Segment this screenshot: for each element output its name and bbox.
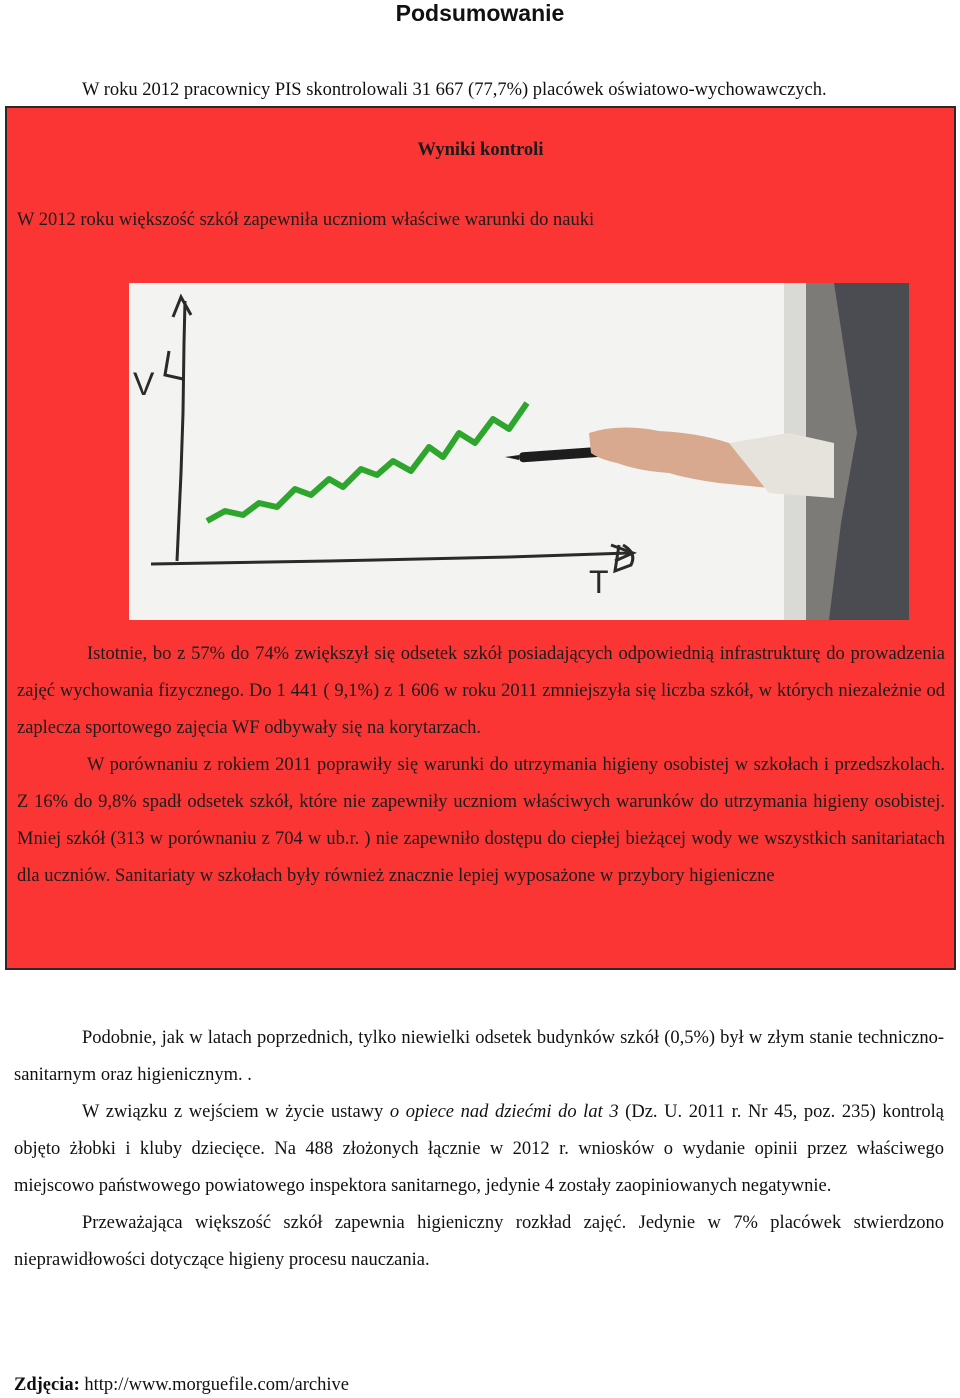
results-subheading: W 2012 roku większość szkół zapewniła uczniom właściwe warunki do nauki bbox=[17, 210, 595, 230]
results-heading: Wyniki kontroli bbox=[417, 140, 544, 160]
photo-illustration bbox=[129, 283, 909, 620]
summary-paragraph-3: Przeważająca większość szkół zapewnia higieniczny rozkład zajęć. Jedynie w 7% placówek stwierdzono nieprawidłowości dotyczące higieny procesu nauczania. bbox=[14, 1213, 944, 1270]
summary-paragraph-2 bbox=[14, 1094, 944, 1205]
photo-credit bbox=[14, 1372, 349, 1398]
results-box bbox=[5, 106, 956, 970]
paragraph-2-start: W związku z wejściem w życie ustawy bbox=[82, 1102, 390, 1122]
law-title: o opiece nad dziećmi do lat 3 bbox=[389, 1102, 619, 1122]
page-title: Podsumowanie bbox=[395, 0, 565, 26]
summary-text bbox=[14, 1020, 944, 1279]
x-axis-label: T bbox=[589, 564, 609, 600]
growth-chart-photo bbox=[129, 283, 909, 620]
paragraph-2-end: (Dz. U. 2011 r. Nr 45, poz. 235) kontrolą objęto żłobki i kluby dziecięce. Na 488 złożonych łącznie w 2012 r. wniosków o wydanie opinii przez właściwego miejscowo państwowego powiatowego inspektora sanitarnego, jedynie 4 zostały zaopiniowanych negatywnie. bbox=[14, 1102, 944, 1196]
intro-paragraph: W roku 2012 pracownicy PIS skontrolowali 31 667 (77,7%) placówek oświatowo-wychowawczych. bbox=[82, 80, 827, 100]
results-paragraph-2: W porównaniu z rokiem 2011 poprawiły się warunki do utrzymania higieny osobistej w szkołach i przedszkolach. Z 16% do 9,8% spadł odsetek szkół, które nie zapewniły uczniom właściwych warunków do utrzymania higieny osobistej. Mniej szkół (313 w porównaniu z 704 w ub.r. ) nie zapewniło dostępu do ciepłej bieżącej wody we wszystkich sanitariatach dla uczniów. Sanitariaty w szkołach były również znacznie lepiej wyposażone w przybory higieniczne bbox=[17, 755, 945, 886]
results-paragraph-1: Istotnie, bo z 57% do 74% zwiększył się odsetek szkół posiadających odpowiednią infrastrukturę do prowadzenia zajęć wychowania fizycznego. Do 1 441 ( 9,1%) z 1 606 w roku 2011 zmniejszyła się liczba szkół, w których niezależnie od zaplecza sportowego zajęcia WF odbywały się na korytarzach. bbox=[17, 644, 945, 738]
y-axis-label: V bbox=[133, 366, 155, 402]
photo-credit-url[interactable]: http://www.morguefile.com/archive bbox=[84, 1375, 349, 1395]
photo-credit-label: Zdjęcia: bbox=[14, 1375, 80, 1395]
summary-paragraph-1: Podobnie, jak w latach poprzednich, tylko niewielki odsetek budynków szkół (0,5%) był w złym stanie techniczno-sanitarnym oraz higienicznym. . bbox=[14, 1028, 944, 1085]
results-text bbox=[17, 636, 945, 895]
